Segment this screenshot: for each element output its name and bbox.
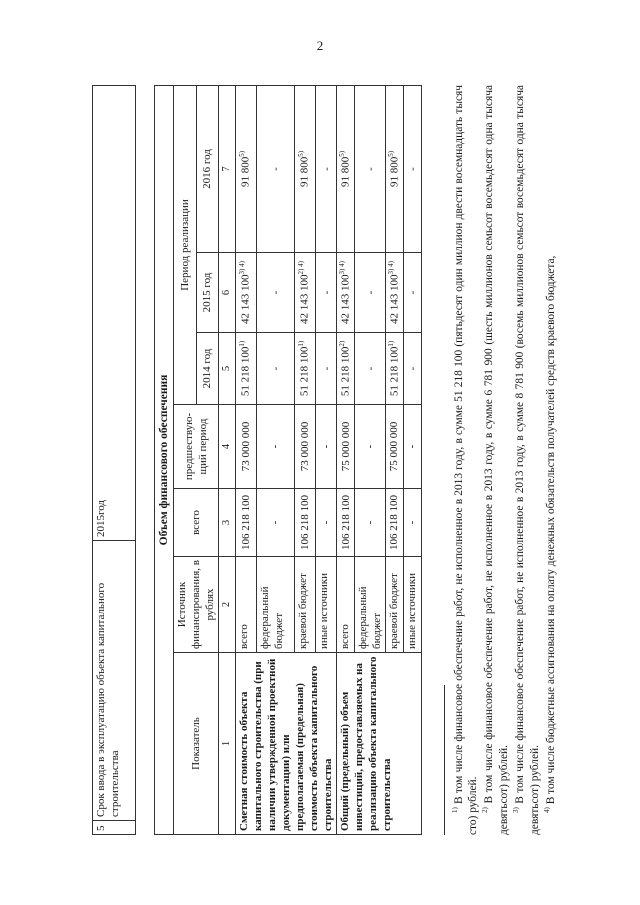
footnote-mark: 4) bbox=[543, 807, 552, 813]
total-cell-value: - bbox=[363, 520, 376, 525]
source-cell bbox=[315, 557, 336, 653]
y2014-cell-value: - bbox=[406, 366, 419, 371]
footnote-ref: 3) 4) bbox=[238, 261, 247, 275]
prev-period-cell-value: 75 000 000 bbox=[388, 421, 401, 472]
footnote-ref: 3) 4) bbox=[338, 261, 347, 275]
footnote-ref: 5) bbox=[238, 150, 247, 157]
y2014-cell bbox=[354, 333, 385, 405]
finance-table bbox=[154, 85, 422, 835]
footnote bbox=[451, 85, 482, 835]
header-period: Период реализации bbox=[174, 86, 197, 405]
page-number: 2 bbox=[316, 38, 324, 53]
y2016-cell bbox=[235, 86, 256, 253]
finance-row bbox=[337, 86, 355, 835]
total-cell-value: 106 218 100 bbox=[339, 495, 352, 550]
y2014-cell-value: 51 218 100 bbox=[339, 346, 352, 397]
y2016-cell bbox=[337, 86, 355, 253]
footnote-ref: 5) bbox=[338, 150, 347, 157]
finance-title: Объем финансового обеспечения bbox=[155, 86, 174, 835]
total-cell bbox=[403, 489, 421, 557]
source-cell bbox=[354, 557, 385, 653]
total-cell bbox=[235, 489, 256, 557]
column-numbers-row bbox=[219, 86, 235, 835]
prev-period-cell-value: - bbox=[363, 444, 376, 449]
col-num-3: 3 bbox=[219, 489, 235, 557]
prev-period-cell bbox=[354, 405, 385, 489]
header-2016: 2016 год bbox=[196, 86, 219, 253]
y2016-cell-value: - bbox=[269, 167, 282, 171]
y2015-cell bbox=[337, 253, 355, 333]
source-cell-value: всего bbox=[339, 624, 352, 649]
row-5-value: 2015год bbox=[93, 86, 136, 541]
y2014-cell-value: - bbox=[269, 366, 282, 371]
y2015-cell bbox=[386, 253, 404, 333]
y2016-cell bbox=[257, 86, 295, 253]
y2016-cell-value: - bbox=[320, 167, 333, 171]
y2016-cell-value: 91 800 bbox=[240, 156, 253, 188]
y2014-cell bbox=[257, 333, 295, 405]
y2014-cell-value: - bbox=[320, 366, 333, 371]
y2016-cell bbox=[386, 86, 404, 253]
source-cell-value: краевой бюджет bbox=[296, 573, 309, 649]
prev-period-cell bbox=[337, 405, 355, 489]
footnote bbox=[512, 85, 543, 835]
footnotes bbox=[451, 85, 560, 835]
y2014-cell bbox=[337, 333, 355, 405]
footnote-ref: 5) bbox=[387, 150, 396, 157]
header-total: всего bbox=[174, 489, 219, 557]
source-cell bbox=[294, 557, 315, 653]
total-cell bbox=[337, 489, 355, 557]
y2016-cell-value: - bbox=[406, 167, 419, 171]
footnote bbox=[543, 85, 559, 835]
footnote-ref: 2) bbox=[338, 340, 347, 347]
y2014-cell-value: 51 218 100 bbox=[240, 346, 253, 397]
source-cell bbox=[235, 557, 256, 653]
header-row-1 bbox=[174, 86, 197, 835]
total-cell bbox=[386, 489, 404, 557]
col-num-5: 5 bbox=[219, 333, 235, 405]
y2014-cell-value: 51 218 100 bbox=[298, 346, 311, 397]
y2014-cell bbox=[235, 333, 256, 405]
row-5-label: Срок ввода в эксплуатацию объекта капитального строительства bbox=[93, 541, 136, 821]
y2015-cell bbox=[354, 253, 385, 333]
y2015-cell-value: - bbox=[364, 290, 377, 295]
y2016-cell bbox=[315, 86, 336, 253]
total-cell-value: 106 218 100 bbox=[239, 495, 252, 550]
finance-row bbox=[235, 86, 256, 835]
prev-period-cell bbox=[294, 405, 315, 489]
total-cell bbox=[315, 489, 336, 557]
rotated-content bbox=[92, 85, 612, 835]
footnote-ref: 2) 4) bbox=[297, 261, 306, 275]
y2014-cell bbox=[386, 333, 404, 405]
y2015-cell-value: - bbox=[269, 290, 282, 295]
y2016-cell bbox=[354, 86, 385, 253]
y2016-cell bbox=[403, 86, 421, 253]
source-cell bbox=[403, 557, 421, 653]
prev-period-cell bbox=[386, 405, 404, 489]
indicator-cell: Сметная стоимость объекта капитального строительства (при наличии утвержденной проектной документации) или предполагаемая (предельная) стоимость объекта капитального строительства bbox=[235, 653, 337, 835]
prev-period-cell-value: - bbox=[269, 444, 282, 449]
source-cell-value: всего bbox=[237, 624, 250, 649]
prev-period-cell-value: - bbox=[406, 444, 419, 449]
total-cell-value: - bbox=[406, 520, 419, 525]
finance-title-row bbox=[155, 86, 174, 835]
y2016-cell-value: 91 800 bbox=[298, 156, 311, 188]
footnote-ref: 1) bbox=[387, 340, 396, 347]
total-cell bbox=[294, 489, 315, 557]
y2016-cell-value: 91 800 bbox=[388, 156, 401, 188]
source-cell-value: федеральный бюджет bbox=[259, 586, 286, 649]
source-cell bbox=[337, 557, 355, 653]
source-cell-value: федеральный бюджет bbox=[356, 586, 384, 649]
y2015-cell bbox=[257, 253, 295, 333]
y2015-cell bbox=[315, 253, 336, 333]
y2015-cell-value: 42 143 100 bbox=[339, 274, 352, 324]
header-source: Источник финансирования, в рублях bbox=[174, 557, 219, 653]
footnote-rule bbox=[444, 685, 445, 835]
y2014-cell bbox=[403, 333, 421, 405]
y2015-cell-value: 42 143 100 bbox=[388, 274, 401, 324]
col-num-4: 4 bbox=[219, 405, 235, 489]
y2015-cell-value: 42 143 100 bbox=[298, 274, 311, 324]
footnote-text: В том числе финансовое обеспечение работ, не исполненное в 2013 году, в сумме 51 218 100 (пятьдесят один миллион двести восемнадцать тысяч сто) рублей. bbox=[452, 85, 480, 835]
prev-period-cell-value: 75 000 000 bbox=[339, 421, 352, 472]
footnote-text: В том числе финансовое обеспечение работ, не исполненное в 2013 году, в сумме 8 781 900 (восемь миллионов семьсот восемьдесят одна тысяча девятьсот) рублей. bbox=[514, 85, 542, 835]
col-num-1: 1 bbox=[219, 653, 235, 835]
finance-body bbox=[235, 86, 421, 835]
source-cell bbox=[257, 557, 295, 653]
y2016-cell-value: 91 800 bbox=[339, 156, 352, 188]
footnote-text: В том числе бюджетные ассигнования на оплату денежных обязательств получателей средств краевого бюджета, bbox=[545, 255, 558, 805]
footnote bbox=[481, 85, 512, 835]
total-cell-value: 106 218 100 bbox=[388, 495, 401, 550]
indicator-cell: Общий (предельный) объем инвестиций, предоставляемых на реализацию объекта капитального строительства bbox=[337, 653, 421, 835]
footnote-ref: 1) bbox=[238, 340, 247, 347]
y2015-cell-value: 42 143 100 bbox=[240, 274, 253, 324]
footnote-mark: 3) bbox=[512, 807, 521, 813]
header-2015: 2015 год bbox=[196, 253, 219, 333]
source-cell bbox=[386, 557, 404, 653]
footnote-ref: 5) bbox=[297, 150, 306, 157]
col-num-2: 2 bbox=[219, 557, 235, 653]
header-indicator: Показатель bbox=[174, 653, 219, 835]
footnote-mark: 1) bbox=[450, 807, 459, 813]
y2015-cell bbox=[294, 253, 315, 333]
y2014-cell-value: 51 218 100 bbox=[388, 346, 401, 397]
y2016-cell-value: - bbox=[364, 167, 377, 171]
prev-period-cell bbox=[315, 405, 336, 489]
header-2014: 2014 год bbox=[196, 333, 219, 405]
y2014-cell-value: - bbox=[364, 366, 377, 371]
header-prev-period: предшествую-щий период bbox=[174, 405, 219, 489]
y2014-cell bbox=[315, 333, 336, 405]
term-table bbox=[92, 85, 136, 835]
col-num-6: 6 bbox=[219, 253, 235, 333]
total-cell bbox=[354, 489, 385, 557]
col-num-7: 7 bbox=[219, 86, 235, 253]
y2015-cell-value: - bbox=[320, 290, 333, 295]
y2015-cell bbox=[235, 253, 256, 333]
prev-period-cell-value: 73 000 000 bbox=[239, 421, 252, 472]
prev-period-cell bbox=[235, 405, 256, 489]
y2015-cell-value: - bbox=[406, 290, 419, 295]
prev-period-cell bbox=[403, 405, 421, 489]
y2015-cell bbox=[403, 253, 421, 333]
prev-period-cell-value: - bbox=[320, 444, 332, 449]
prev-period-cell bbox=[257, 405, 295, 489]
footnote-ref: 3) 4) bbox=[387, 261, 396, 275]
source-cell-value: краевой бюджет bbox=[388, 573, 401, 649]
total-cell-value: - bbox=[269, 520, 282, 525]
prev-period-cell-value: 73 000 000 bbox=[298, 421, 311, 472]
total-cell-value: - bbox=[320, 520, 332, 525]
y2014-cell bbox=[294, 333, 315, 405]
footnote-mark: 2) bbox=[481, 807, 490, 813]
source-cell-value: иные источники bbox=[405, 573, 418, 649]
total-cell bbox=[257, 489, 295, 557]
y2016-cell bbox=[294, 86, 315, 253]
total-cell-value: 106 218 100 bbox=[298, 495, 311, 550]
row-5 bbox=[93, 86, 136, 835]
footnote-ref: 1) bbox=[297, 340, 306, 347]
source-cell-value: иные источники bbox=[317, 573, 330, 649]
footnote-text: В том числе финансовое обеспечение работ, не исполненное в 2013 году, в сумме 6 781 900 (шесть миллионов семьсот восемьдесят одна тысяча девятьсот) рублей. bbox=[483, 85, 511, 835]
row-5-number: 5 bbox=[93, 821, 136, 835]
